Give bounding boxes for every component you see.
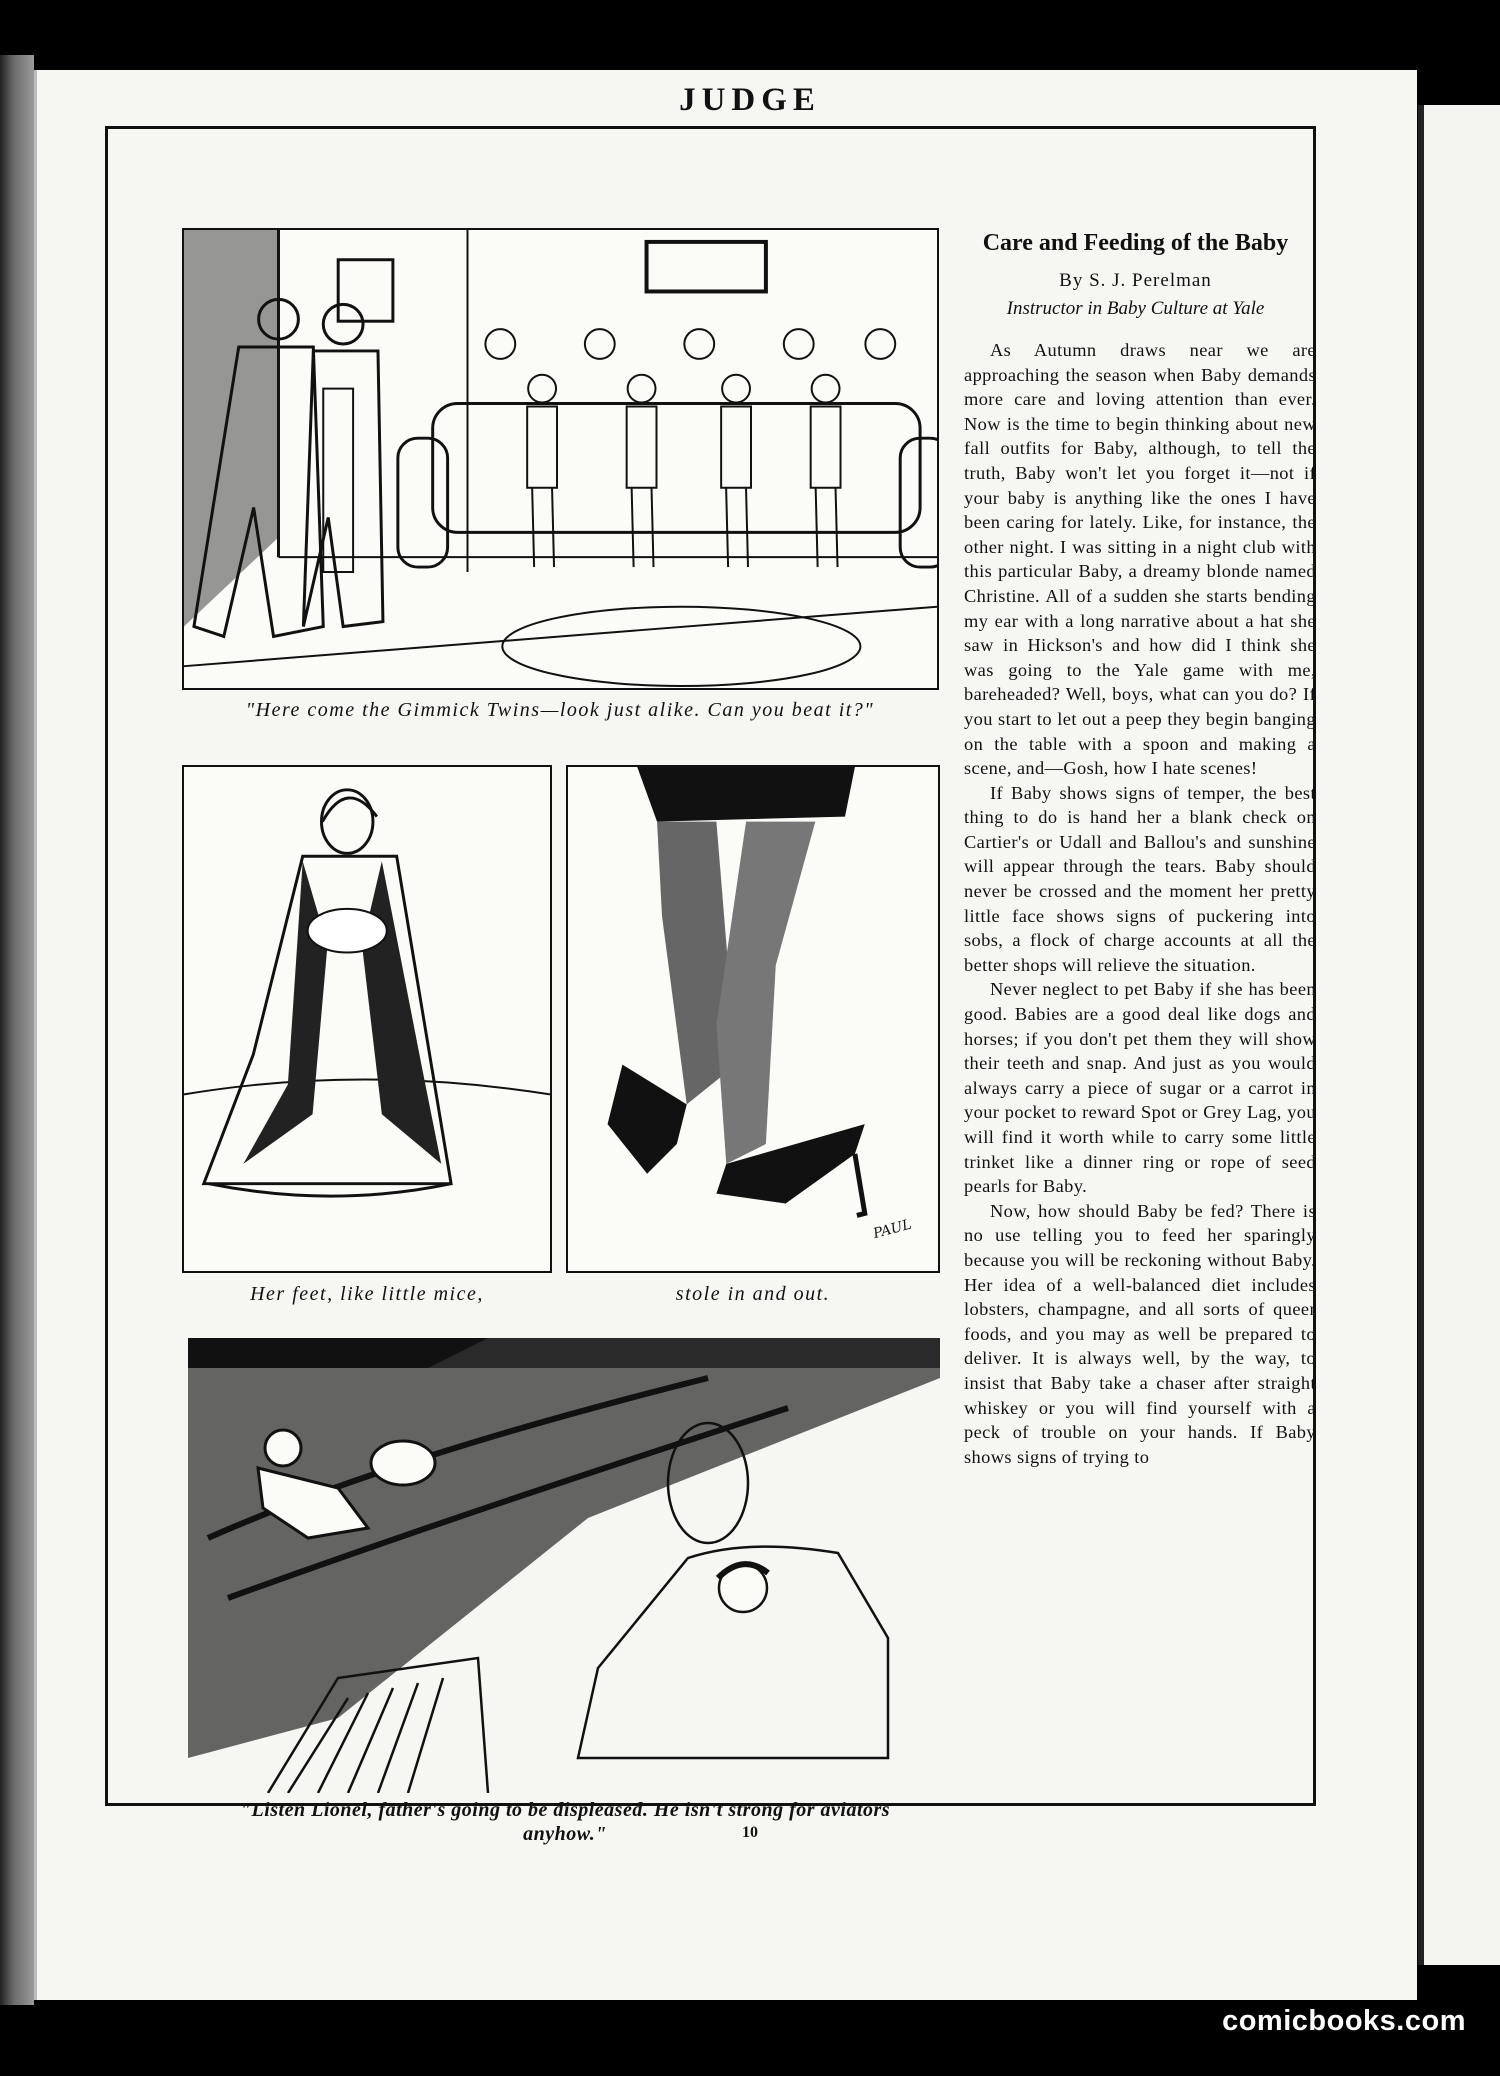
twins-caption: "Here come the Gimmick Twins—look just alike. Can you beat it?" (245, 699, 875, 721)
twins-cartoon (182, 228, 939, 690)
gown-cartoon (182, 765, 552, 1273)
article-body (964, 338, 1316, 1469)
masthead: JUDGE (679, 82, 821, 118)
article-paragraph: If Baby shows signs of temper, the best thing to do is hand her a blank check on Cartier's or Udall and Ballou's and sunshine will appear through the tears. Baby should never be crossed and the moment her pretty little face shows signs of puckering into sobs, a flock of charge accounts at all the better shops will relieve the situation. (964, 782, 1316, 975)
legs-cartoon (566, 765, 940, 1273)
svg-text:PAUL: PAUL (871, 1216, 914, 1243)
stole-caption: stole in and out. (675, 1283, 831, 1305)
article-paragraph: Never neglect to pet Baby if she has been good. Babies are a good deal like dogs and horses; if you don't pet them they will show their teeth and snap. And just as you would always carry a piece of sugar or a carrot in your pocket to reward Spot or Grey Lag, you will find it worth while to carry some little trinket like a dinner ring or rope of seed pearls for Baby. (964, 979, 1316, 1197)
author-role: Instructor in Baby Culture at Yale (1006, 298, 1265, 319)
mice-caption: Her feet, like little mice, (250, 1283, 484, 1305)
facing-page-edge (1418, 105, 1500, 1965)
article-paragraph: As Autumn draws near we are approaching the season when Baby demands more care and loving attention than ever. Now is the time to begin thinking about new fall outfits for Baby, although, to tell the truth, Baby won't let you forget it—not if your baby is anything like the ones I have been caring for lately. Like, for instance, the other night. I was sitting in a night club with this particular Baby, a dreamy blonde named Christine. All of a sudden she starts bending my ear with a long narrative about a hat she saw in Hickson's and how did I think she was going to the Yale game with me, bareheaded? Well, boys, what can you do? If you start to let out a peep they begin banging on the table with a spoon and making a scene, and—Gosh, how I hate scenes! (964, 340, 1316, 779)
watermark: comicbooks.com (1222, 2005, 1466, 2037)
article-byline: By S. J. Perelman (1059, 270, 1212, 291)
article-title: Care and Feeding of the Baby (982, 230, 1289, 256)
lionel-caption: "Listen Lionel, father's going to be displeased. He isn't strong for aviators anyhow." (239, 1799, 891, 1845)
page-number: 10 (742, 1824, 758, 1841)
aviator-cartoon (188, 1338, 940, 1793)
article-paragraph: Now, how should Baby be fed? There is no use telling you to feed her sparingly because you will be reckoning without Baby. Her idea of a well-balanced diet includes lobsters, champagne, and all sorts of queer foods, and you may as well be prepared to deliver. It is always well, by the way, to insist that Baby take a chaser after straight whiskey or you will find yourself with a peck of trouble on your hands. If Baby shows signs of trying to (964, 1200, 1316, 1467)
scan-edge (0, 55, 34, 2005)
